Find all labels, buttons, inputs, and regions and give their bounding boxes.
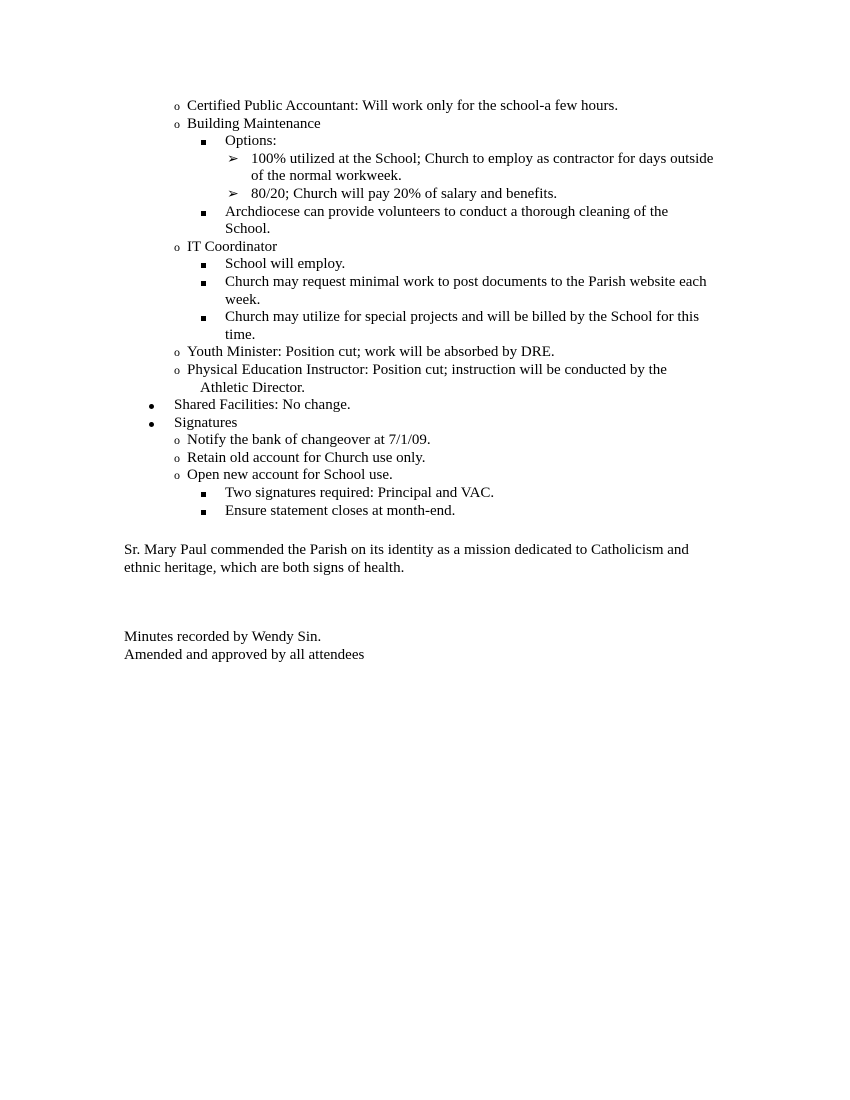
meeting-minutes-outline (0, 98, 850, 520)
square-bullet-icon (201, 263, 206, 268)
list-item (0, 186, 850, 204)
list-item (0, 344, 850, 362)
list-item (0, 151, 850, 169)
list-item-text: Ensure statement closes at month-end. (225, 502, 456, 519)
square-bullet-icon (201, 281, 206, 286)
square-bullet-icon (201, 140, 206, 145)
list-item (0, 98, 850, 116)
paragraph-line: Sr. Mary Paul commended the Parish on its identity as a mission dedicated to Catholicism and (124, 542, 689, 558)
list-item-text: Youth Minister: Position cut; work will be absorbed by DRE. (187, 344, 555, 361)
solid-bullet-icon (149, 422, 154, 427)
hollow-circle-bullet-icon: o (174, 362, 180, 377)
list-item-text: Notify the bank of changeover at 7/1/09. (187, 432, 431, 449)
list-item-continuation (0, 168, 850, 186)
list-item (0, 362, 850, 380)
list-item-text: School. (225, 221, 271, 238)
list-item (0, 133, 850, 151)
list-item-text: Physical Education Instructor: Position cut; instruction will be conducted by the (187, 361, 667, 378)
list-item-text: Two signatures required: Principal and VAC. (225, 485, 495, 502)
list-item-text: School will employ. (225, 256, 346, 273)
list-item (0, 432, 850, 450)
paragraph-line: ethnic heritage, which are both signs of health. (124, 559, 405, 576)
list-item (0, 204, 850, 222)
list-item-text: Building Maintenance (187, 115, 321, 132)
list-item-text: Certified Public Accountant: Will work only for the school-a few hours. (187, 98, 619, 114)
list-item-text: Archdiocese can provide volunteers to conduct a thorough cleaning of the (225, 203, 669, 220)
hollow-circle-bullet-icon: o (174, 450, 180, 465)
hollow-circle-bullet-icon: o (174, 99, 180, 113)
list-item (0, 467, 850, 485)
list-item-continuation (0, 327, 850, 345)
square-bullet-icon (201, 510, 206, 515)
list-item-text: week. (225, 291, 261, 308)
minutes-footer (124, 629, 764, 664)
list-item-text: of the normal workweek. (251, 168, 402, 185)
list-item (0, 116, 850, 134)
list-item-text: Church may request minimal work to post documents to the Parish website each (225, 273, 707, 290)
list-item-text: 100% utilized at the School; Church to employ as contractor for days outside (251, 150, 714, 167)
arrow-bullet-icon: ➢ (227, 186, 239, 202)
approved-by-line: Amended and approved by all attendees (124, 646, 365, 663)
square-bullet-icon (201, 492, 206, 497)
square-bullet-icon (201, 316, 206, 321)
list-item-text: Options: (225, 133, 277, 150)
list-item (0, 485, 850, 503)
square-bullet-icon (201, 211, 206, 216)
commendation-paragraph (124, 542, 764, 577)
list-item-continuation (0, 292, 850, 310)
list-item-text: Church may utilize for special projects and will be billed by the School for this (225, 309, 700, 326)
hollow-circle-bullet-icon: o (174, 239, 180, 254)
list-item-text: IT Coordinator (187, 238, 278, 255)
list-item (0, 415, 850, 433)
list-item-text: time. (225, 326, 256, 343)
list-item (0, 256, 850, 274)
list-item (0, 309, 850, 327)
list-item (0, 397, 850, 415)
list-item-continuation (0, 380, 850, 398)
list-item-text: Shared Facilities: No change. (174, 397, 351, 414)
list-item (0, 450, 850, 468)
hollow-circle-bullet-icon: o (174, 433, 180, 448)
list-item-text: 80/20; Church will pay 20% of salary and benefits. (251, 185, 558, 202)
list-item-continuation (0, 221, 850, 239)
hollow-circle-bullet-icon: o (174, 116, 180, 131)
list-item-text: Signatures (174, 414, 238, 431)
arrow-bullet-icon: ➢ (227, 151, 239, 167)
list-item-text: Athletic Director. (200, 379, 305, 396)
solid-bullet-icon (149, 404, 154, 409)
hollow-circle-bullet-icon: o (174, 345, 180, 360)
hollow-circle-bullet-icon: o (174, 468, 180, 483)
recorded-by-line: Minutes recorded by Wendy Sin. (124, 629, 322, 645)
list-item (0, 274, 850, 292)
list-item-text: Open new account for School use. (187, 467, 393, 484)
list-item (0, 503, 850, 521)
list-item (0, 239, 850, 257)
list-item-text: Retain old account for Church use only. (187, 449, 426, 466)
